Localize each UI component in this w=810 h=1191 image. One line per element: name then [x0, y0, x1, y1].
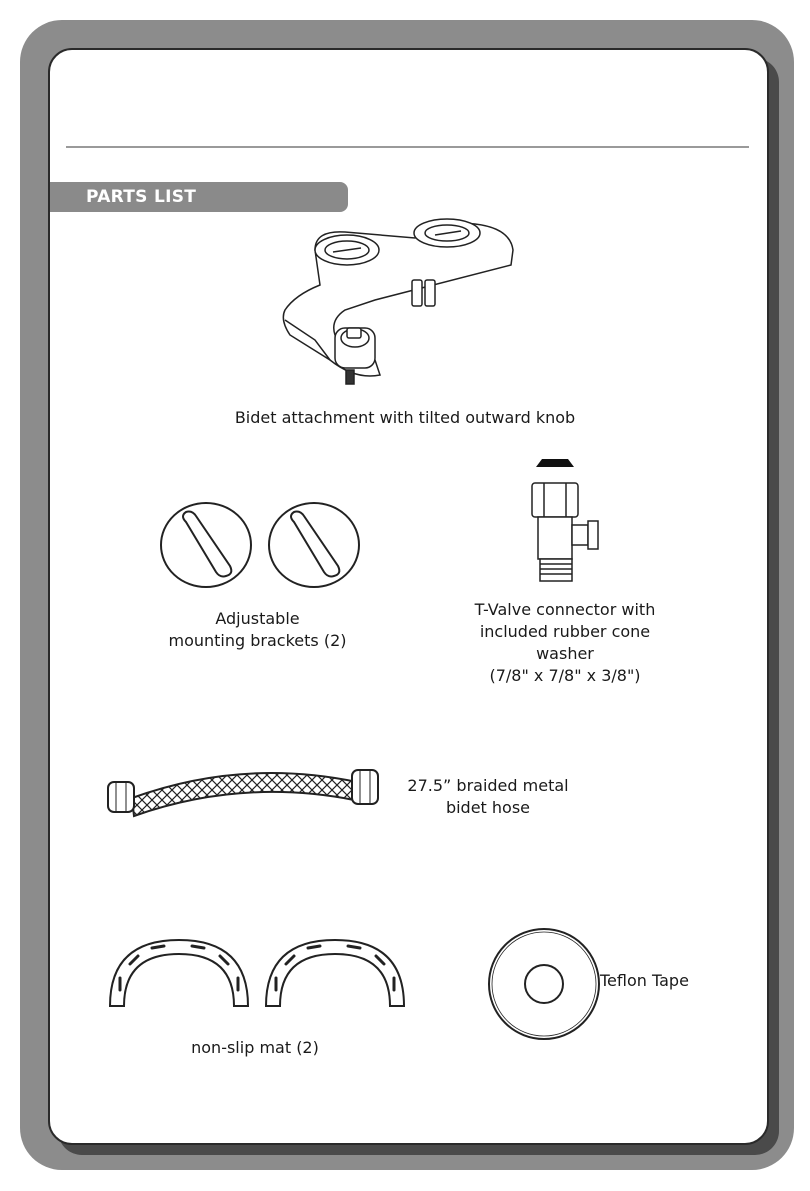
non-slip-mat-icon	[104, 934, 254, 1014]
bidet-label: Bidet attachment with tilted outward knob	[234, 408, 576, 427]
teflon-tape-icon	[486, 926, 602, 1042]
tvalve-label-line2: included rubber cone	[479, 622, 651, 641]
mounting-bracket-icon	[158, 500, 254, 590]
brackets-label-line2: mounting brackets (2)	[168, 631, 347, 650]
section-title: PARTS LIST	[86, 187, 197, 207]
brackets-label	[140, 608, 375, 652]
tvalve-label-line1: T-Valve connector with	[474, 600, 656, 619]
tvalve-label-line4: (7/8" x 7/8" x 3/8")	[489, 666, 641, 685]
brackets-label-line1: Adjustable	[215, 609, 300, 628]
hose-label	[398, 775, 578, 819]
braided-hose-image	[102, 760, 392, 830]
bidet-attachment-image	[275, 210, 525, 390]
mounting-bracket-icon	[266, 500, 362, 590]
mat-label: non-slip mat (2)	[191, 1038, 319, 1057]
section-tab	[50, 182, 348, 212]
tvalve-label	[440, 599, 690, 687]
hose-label-line1: 27.5” braided metal	[407, 776, 569, 795]
tape-label: Teflon Tape	[600, 971, 689, 990]
tvalve-connector-image	[522, 455, 612, 585]
hose-label-line2: bidet hose	[445, 798, 531, 817]
non-slip-mat-icon	[260, 934, 410, 1014]
header-divider	[66, 146, 749, 148]
tvalve-label-line3: washer	[536, 644, 594, 663]
